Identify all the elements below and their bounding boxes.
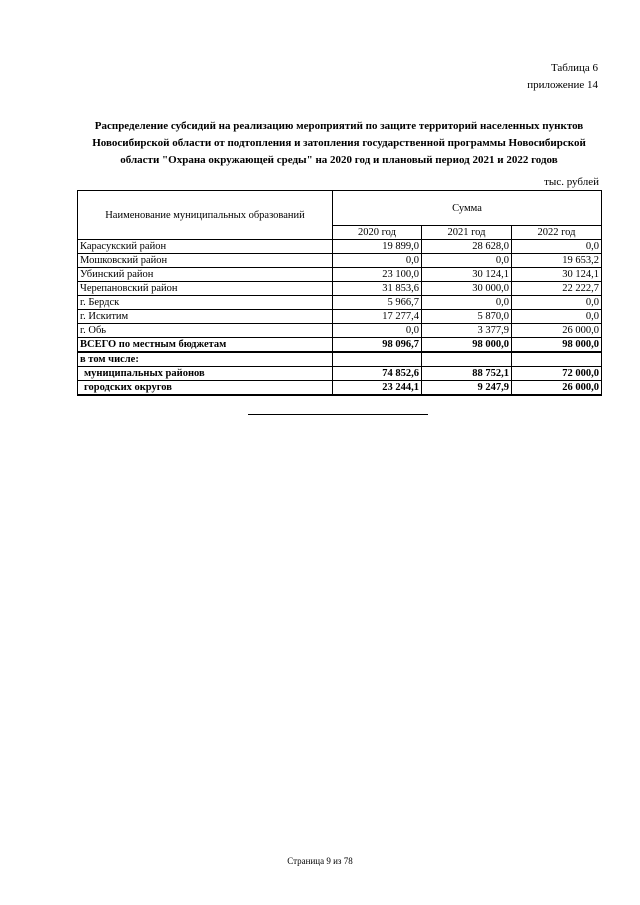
breakdown-2022: 26 000,0 xyxy=(512,381,602,396)
row-name: Мошковский район xyxy=(78,254,333,268)
value-2021: 5 870,0 xyxy=(422,310,512,324)
value-2020: 23 100,0 xyxy=(333,268,422,282)
column-header-year: 2020 год xyxy=(333,226,422,240)
value-2022: 0,0 xyxy=(512,296,602,310)
value-2020: 17 277,4 xyxy=(333,310,422,324)
table-row xyxy=(78,324,602,338)
breakdown-row xyxy=(78,367,602,381)
breakdown-2020: 74 852,6 xyxy=(333,367,422,381)
value-2021: 3 377,9 xyxy=(422,324,512,338)
value-2021: 30 000,0 xyxy=(422,282,512,296)
column-header-year: 2022 год xyxy=(512,226,602,240)
row-name: г. Бердск xyxy=(78,296,333,310)
value-2021: 0,0 xyxy=(422,296,512,310)
breakdown-2020: 23 244,1 xyxy=(333,381,422,396)
table-number-label: Таблица 6 xyxy=(550,62,598,74)
total-2020: 98 096,7 xyxy=(333,338,422,353)
row-name: г. Искитим xyxy=(78,310,333,324)
value-2021: 0,0 xyxy=(422,254,512,268)
including-row xyxy=(78,352,602,367)
value-2020: 0,0 xyxy=(333,324,422,338)
total-2022: 98 000,0 xyxy=(512,338,602,353)
page-number: Страница 9 из 78 xyxy=(287,856,353,866)
table-row xyxy=(78,254,602,268)
row-name: Черепановский район xyxy=(78,282,333,296)
value-2022: 22 222,7 xyxy=(512,282,602,296)
document-title: Распределение субсидий на реализацию мероприятий по защите территорий населенных пунктов Новосибирской области от подтопления и затопления государственной программы Новосибирской области "Охрана окружающей среды" на 2020 год и плановый период 2021 и 2022 годов xyxy=(92,120,586,166)
value-2020: 19 899,0 xyxy=(333,240,422,254)
row-name: Карасукский район xyxy=(78,240,333,254)
table-row xyxy=(78,240,602,254)
total-label: ВСЕГО по местным бюджетам xyxy=(78,338,333,353)
breakdown-row xyxy=(78,381,602,396)
value-2022: 30 124,1 xyxy=(512,268,602,282)
table-header-row xyxy=(78,191,602,226)
value-2021: 30 124,1 xyxy=(422,268,512,282)
appendix-label: приложение 14 xyxy=(527,79,598,91)
column-header-name: Наименование муниципальных образований xyxy=(78,191,333,240)
row-name: г. Обь xyxy=(78,324,333,338)
separator-line xyxy=(248,414,428,415)
units-label: тыс. рублей xyxy=(544,176,599,188)
table-row xyxy=(78,310,602,324)
column-header-year: 2021 год xyxy=(422,226,512,240)
row-name: Убинский район xyxy=(78,268,333,282)
breakdown-label: городских округов xyxy=(78,381,333,396)
column-header-sum: Сумма xyxy=(333,191,602,226)
value-2022: 0,0 xyxy=(512,240,602,254)
total-row xyxy=(78,338,602,353)
value-2020: 5 966,7 xyxy=(333,296,422,310)
page-header xyxy=(527,60,598,94)
table-row xyxy=(78,296,602,310)
value-2021: 28 628,0 xyxy=(422,240,512,254)
value-2020: 0,0 xyxy=(333,254,422,268)
value-2020: 31 853,6 xyxy=(333,282,422,296)
value-2022: 19 653,2 xyxy=(512,254,602,268)
breakdown-2021: 88 752,1 xyxy=(422,367,512,381)
total-2021: 98 000,0 xyxy=(422,338,512,353)
breakdown-2022: 72 000,0 xyxy=(512,367,602,381)
table-row xyxy=(78,268,602,282)
value-2022: 26 000,0 xyxy=(512,324,602,338)
subsidies-table xyxy=(77,190,602,396)
including-label: в том числе: xyxy=(78,352,333,367)
breakdown-2021: 9 247,9 xyxy=(422,381,512,396)
value-2022: 0,0 xyxy=(512,310,602,324)
table-row xyxy=(78,282,602,296)
breakdown-label: муниципальных районов xyxy=(78,367,333,381)
